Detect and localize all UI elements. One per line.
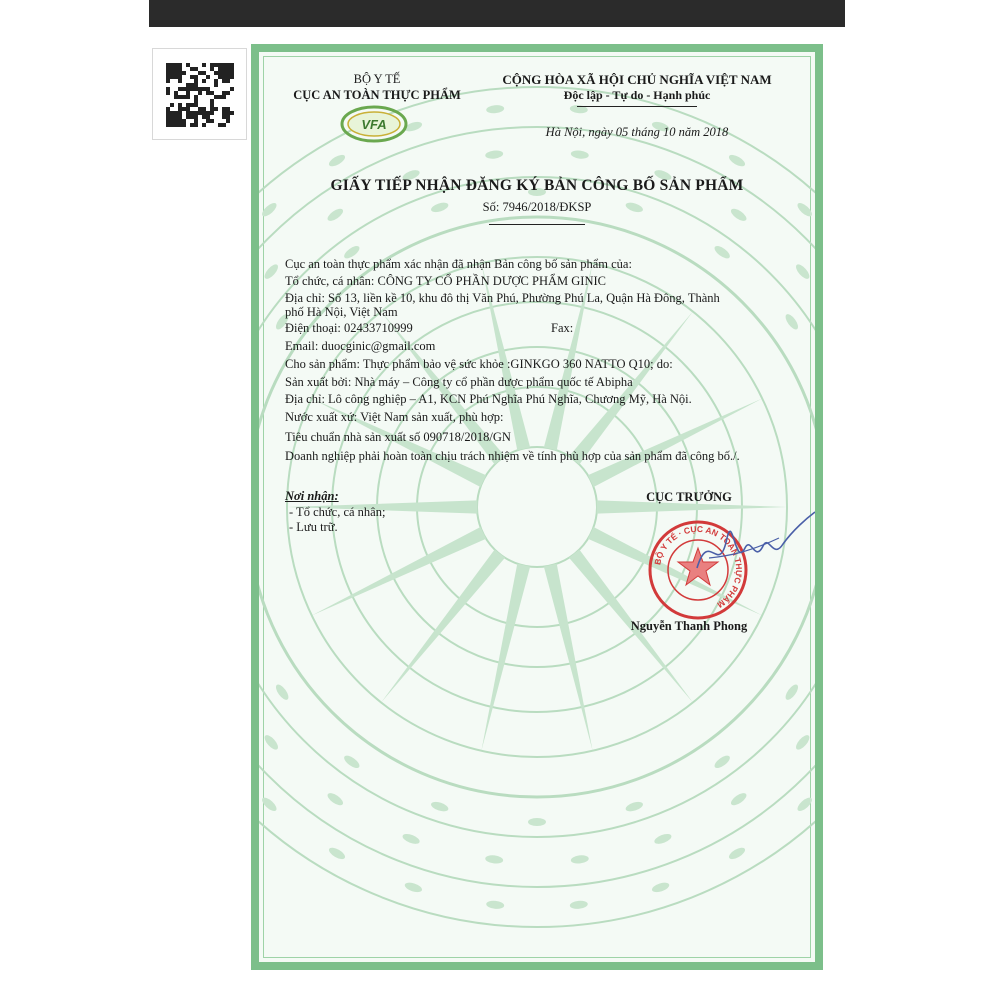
qr-module xyxy=(178,75,182,79)
qr-module xyxy=(214,95,218,99)
qr-module xyxy=(170,119,174,123)
country-name: CỘNG HÒA XÃ HỘI CHỦ NGHĨA VIỆT NAM xyxy=(502,72,772,87)
qr-module xyxy=(210,111,214,115)
qr-module xyxy=(218,95,222,99)
qr-module xyxy=(186,111,190,115)
qr-module xyxy=(170,123,174,127)
qr-module xyxy=(230,63,234,67)
qr-module xyxy=(178,71,182,75)
drum-bird-motif xyxy=(327,153,347,169)
qr-module xyxy=(202,87,206,91)
recipient-item: - Tổ chức, cá nhân; xyxy=(289,505,386,519)
qr-module xyxy=(230,111,234,115)
drum-bird-motif xyxy=(783,312,800,331)
vfa-logo xyxy=(338,104,410,144)
qr-module xyxy=(194,87,198,91)
qr-code-card[interactable] xyxy=(152,48,247,140)
department-name: CỤC AN TOÀN THỰC PHẨM xyxy=(293,88,461,102)
signer-name: Nguyễn Thanh Phong xyxy=(630,619,748,633)
qr-module xyxy=(194,115,198,119)
qr-module xyxy=(174,75,178,79)
fax: Fax: xyxy=(551,321,574,335)
qr-module xyxy=(178,79,182,83)
qr-module xyxy=(214,63,218,67)
qr-module xyxy=(178,107,182,111)
qr-module xyxy=(174,67,178,71)
qr-module xyxy=(174,115,178,119)
responsibility-note: Doanh nghiệp phải hoàn toàn chịu trách nhiệm về tính phù hợp của sản phẩm đã công bố./. xyxy=(285,449,740,463)
manufacturer: Sản xuất bởi: Nhà máy – Công ty cổ phần dược phẩm quốc tế Abipha xyxy=(285,375,633,389)
qr-module xyxy=(190,123,194,127)
qr-module xyxy=(194,119,198,123)
signer-position: CỤC TRƯỞNG xyxy=(646,490,732,504)
qr-module xyxy=(186,87,190,91)
qr-module xyxy=(222,79,226,83)
qr-module xyxy=(202,79,206,83)
drum-bird-motif xyxy=(794,733,812,752)
qr-module xyxy=(174,119,178,123)
recipients-heading: Nơi nhận: xyxy=(285,489,339,503)
drum-bird-motif xyxy=(651,881,671,894)
ministry-name: BỘ Y TẾ xyxy=(353,72,401,86)
date-line: Hà Nội, ngày 05 tháng 10 năm 2018 xyxy=(545,125,729,139)
qr-module xyxy=(198,87,202,91)
qr-module xyxy=(222,63,226,67)
qr-module xyxy=(218,75,222,79)
qr-module xyxy=(206,115,210,119)
qr-module xyxy=(198,71,202,75)
motto: Độc lập - Tự do - Hạnh phúc xyxy=(563,88,711,102)
qr-module xyxy=(210,91,214,95)
qr-module xyxy=(178,119,182,123)
drum-bird-motif xyxy=(794,262,812,281)
qr-module xyxy=(186,103,190,107)
qr-module xyxy=(202,107,206,111)
qr-module xyxy=(226,71,230,75)
qr-module xyxy=(186,91,190,95)
qr-module xyxy=(186,107,190,111)
address-line-1: Địa chỉ: Số 13, liền kề 10, khu đô thị Văn Phú, Phường Phú La, Quận Hà Đông, Thành xyxy=(285,291,720,305)
signature-scribble xyxy=(689,508,819,588)
drum-bird-motif xyxy=(783,683,800,702)
product: Cho sản phẩm: Thực phẩm bảo vệ sức khỏe :GINKGO 360 NATTO Q10; do: xyxy=(285,357,673,371)
qr-module xyxy=(186,83,190,87)
qr-module xyxy=(226,63,230,67)
qr-module xyxy=(210,107,214,111)
qr-module xyxy=(182,123,186,127)
qr-module xyxy=(226,119,230,123)
qr-module xyxy=(222,71,226,75)
qr-module xyxy=(222,75,226,79)
drum-bird-motif xyxy=(727,845,747,861)
qr-module xyxy=(210,63,214,67)
qr-module xyxy=(194,111,198,115)
qr-module xyxy=(194,79,198,83)
drum-bird-motif xyxy=(486,104,505,114)
qr-module xyxy=(222,123,226,127)
drum-bird-motif xyxy=(485,854,504,864)
qr-module xyxy=(178,95,182,99)
qr-module xyxy=(174,91,178,95)
qr-module xyxy=(202,123,206,127)
qr-module xyxy=(166,91,170,95)
qr-module xyxy=(170,63,174,67)
qr-module xyxy=(222,115,226,119)
motto-underline xyxy=(577,106,697,107)
qr-module xyxy=(198,111,202,115)
qr-module xyxy=(210,99,214,103)
qr-module xyxy=(166,75,170,79)
drum-bird-motif xyxy=(342,753,361,770)
qr-module xyxy=(202,63,206,67)
qr-module xyxy=(230,71,234,75)
qr-module xyxy=(206,119,210,123)
drum-bird-motif xyxy=(262,733,280,752)
qr-module xyxy=(190,103,194,107)
address-line-2: phố Hà Nội, Việt Nam xyxy=(285,305,398,319)
qr-module xyxy=(198,91,202,95)
qr-module xyxy=(194,99,198,103)
qr-module xyxy=(166,119,170,123)
qr-module xyxy=(166,71,170,75)
drum-bird-motif xyxy=(262,262,280,281)
qr-module xyxy=(194,123,198,127)
qr-module xyxy=(226,111,230,115)
qr-module xyxy=(206,111,210,115)
qr-module xyxy=(222,107,226,111)
qr-module xyxy=(218,123,222,127)
qr-module xyxy=(190,75,194,79)
drum-bird-motif xyxy=(727,153,747,169)
qr-module xyxy=(186,63,190,67)
document-number: Số: 7946/2018/ĐKSP xyxy=(482,200,592,214)
qr-module xyxy=(194,95,198,99)
qr-module xyxy=(178,123,182,127)
manufacturer-address: Địa chỉ: Lô công nghiệp – A1, KCN Phú Nghĩa Phú Nghĩa, Chương Mỹ, Hà Nội. xyxy=(285,392,692,406)
logo-text: VFA xyxy=(361,117,387,132)
qr-module xyxy=(214,71,218,75)
qr-module xyxy=(182,107,186,111)
drum-bird-motif xyxy=(729,791,748,808)
qr-module xyxy=(166,67,170,71)
origin: Nước xuất xứ: Việt Nam sản xuất, phù hợp: xyxy=(285,410,504,424)
qr-module xyxy=(190,67,194,71)
drum-bird-motif xyxy=(260,795,279,813)
drum-bird-motif xyxy=(485,150,504,160)
qr-module xyxy=(202,115,206,119)
qr-module xyxy=(178,111,182,115)
qr-module xyxy=(190,111,194,115)
qr-module xyxy=(206,91,210,95)
qr-module xyxy=(222,111,226,115)
drum-bird-motif xyxy=(570,150,589,160)
drum-bird-motif xyxy=(795,795,814,813)
qr-module xyxy=(166,63,170,67)
qr-module xyxy=(230,67,234,71)
qr-module xyxy=(170,111,174,115)
drum-bird-motif xyxy=(528,818,546,826)
drum-bird-motif xyxy=(404,881,424,894)
qr-module xyxy=(206,75,210,79)
qr-module xyxy=(222,91,226,95)
qr-module xyxy=(190,87,194,91)
drum-bird-motif xyxy=(625,800,645,813)
qr-module xyxy=(166,111,170,115)
qr-module xyxy=(222,67,226,71)
qr-module xyxy=(170,115,174,119)
drum-bird-motif xyxy=(430,800,450,813)
drum-bird-motif xyxy=(570,854,589,864)
top-bar xyxy=(149,0,845,27)
qr-module xyxy=(226,67,230,71)
qr-module xyxy=(174,123,178,127)
qr-module xyxy=(194,67,198,71)
qr-module xyxy=(166,79,170,83)
qr-module xyxy=(174,95,178,99)
email: Email: duocginic@gmail.com xyxy=(285,339,436,353)
qr-module xyxy=(166,87,170,91)
seal-text: BỘ Y TẾ · CỤC AN TOÀN THỰC PHẨM xyxy=(652,523,745,610)
qr-module xyxy=(218,71,222,75)
qr-code-icon xyxy=(166,63,234,127)
drum-bird-motif xyxy=(713,753,732,770)
qr-module xyxy=(178,67,182,71)
qr-module xyxy=(190,83,194,87)
drum-bird-motif xyxy=(401,832,421,846)
qr-module xyxy=(182,119,186,123)
qr-module xyxy=(194,75,198,79)
drum-bird-motif xyxy=(274,683,291,702)
qr-module xyxy=(202,111,206,115)
qr-module xyxy=(178,103,182,107)
qr-module xyxy=(178,63,182,67)
qr-module xyxy=(166,107,170,111)
drum-star-ray xyxy=(481,564,530,751)
qr-module xyxy=(230,87,234,91)
phone: Điện thoại: 02433710999 xyxy=(285,321,413,335)
qr-module xyxy=(174,71,178,75)
qr-module xyxy=(170,67,174,71)
qr-module xyxy=(226,91,230,95)
drum-bird-motif xyxy=(327,845,347,861)
qr-module xyxy=(186,95,190,99)
qr-module xyxy=(178,115,182,119)
qr-module xyxy=(202,71,206,75)
qr-module xyxy=(214,79,218,83)
drum-bird-motif xyxy=(326,791,345,808)
qr-module xyxy=(214,107,218,111)
qr-module xyxy=(226,115,230,119)
qr-module xyxy=(182,87,186,91)
qr-module xyxy=(210,119,214,123)
qr-module xyxy=(226,75,230,79)
qr-module xyxy=(170,71,174,75)
qr-module xyxy=(194,103,198,107)
drum-bird-motif xyxy=(713,244,732,261)
qr-module xyxy=(190,115,194,119)
qr-module xyxy=(186,115,190,119)
qr-module xyxy=(182,71,186,75)
qr-module xyxy=(218,67,222,71)
qr-module xyxy=(210,103,214,107)
qr-module xyxy=(174,111,178,115)
qr-module xyxy=(214,83,218,87)
qr-module xyxy=(198,107,202,111)
recipient-item: - Lưu trữ. xyxy=(289,520,338,534)
qr-module xyxy=(206,87,210,91)
intro-text: Cục an toàn thực phẩm xác nhận đã nhận Bản công bố sản phẩm của: xyxy=(285,257,632,271)
drum-star-ray xyxy=(544,564,593,751)
qr-module xyxy=(178,87,182,91)
drum-bird-motif xyxy=(569,900,588,910)
qr-module xyxy=(170,103,174,107)
qr-module xyxy=(174,63,178,67)
qr-module xyxy=(218,63,222,67)
document-title: GIẤY TIẾP NHẬN ĐĂNG KÝ BẢN CÔNG BỐ SẢN PHẨM xyxy=(330,177,744,194)
qr-module xyxy=(182,95,186,99)
drum-bird-motif xyxy=(486,900,505,910)
qr-module xyxy=(222,95,226,99)
certificate-document xyxy=(251,44,823,970)
organization: Tổ chức, cá nhân: CÔNG TY CỔ PHẦN DƯỢC PHẨM GINIC xyxy=(285,274,606,288)
qr-module xyxy=(166,115,170,119)
drum-bird-motif xyxy=(653,832,673,846)
title-underline xyxy=(489,224,585,225)
qr-module xyxy=(226,79,230,83)
qr-module xyxy=(226,107,230,111)
qr-module xyxy=(230,75,234,79)
qr-module xyxy=(170,75,174,79)
standard: Tiêu chuẩn nhà sản xuất số 090718/2018/GN xyxy=(285,430,511,444)
qr-module xyxy=(194,83,198,87)
qr-module xyxy=(166,123,170,127)
qr-module xyxy=(210,67,214,71)
